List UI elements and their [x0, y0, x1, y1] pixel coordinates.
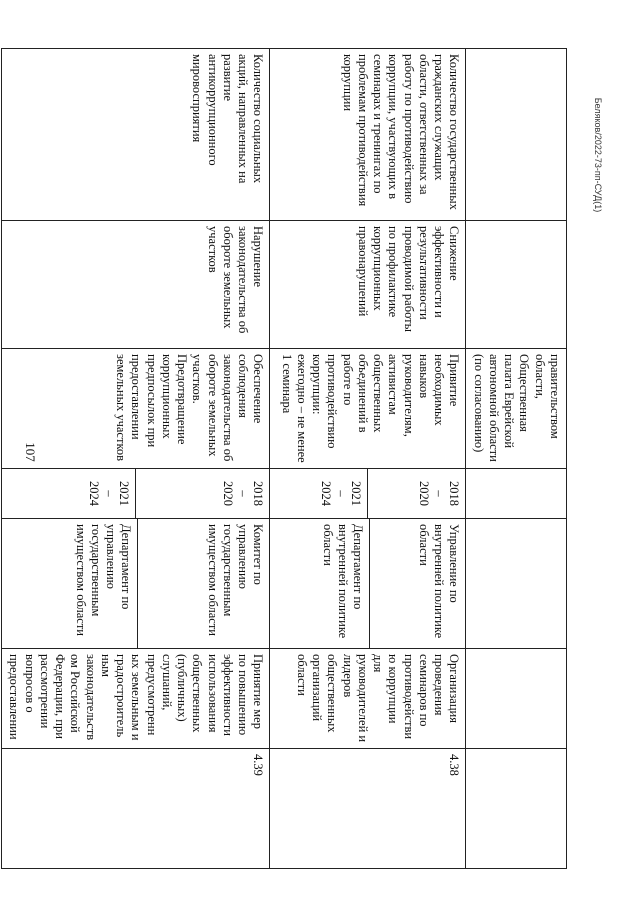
cell-empty — [466, 49, 567, 221]
table-row — [270, 49, 466, 869]
executor-cell — [270, 519, 466, 649]
executor-old: Комитет по управлению государственным имуществом области — [205, 524, 266, 636]
row-number-cell: 4.39 — [2, 749, 270, 869]
continuation-executor: правительством области, Общественная палата Еврейской автономной области (по согласованию) — [466, 349, 567, 469]
consequence-cell: Нарушение законодательства об обороте земельных участков — [2, 221, 270, 349]
table-row — [2, 49, 270, 869]
executor-new: Департамент по управлению государственным имуществом области — [6, 519, 138, 648]
executor-cell — [2, 519, 270, 649]
result-cell: Обеспечение соблюдения законодательства об обороте земельных участков. Предотвращение коррупционных предпосылок при предоставлении земельных участков — [2, 349, 270, 469]
executor-old: Управление по внутренней политике области — [417, 524, 462, 639]
cell-empty — [466, 519, 567, 649]
page-number: 107 — [23, 442, 38, 462]
consequence-cell: Снижение эффективности и результативности проводимой работы по профилактике коррупционных правонарушений — [270, 221, 466, 349]
cell-empty — [466, 469, 567, 519]
year-range: 2018 – 2020 — [417, 481, 462, 506]
cell-empty — [466, 649, 567, 749]
measure-name-cell: Организация проведения семинаров по противодействию коррупции для руководителей и лидеров общественных организаций области — [270, 649, 466, 749]
measure-name-cell: Принятие мер по повышению эффективности использования общественных (публичных) слушаний, предусмотренных земельным и градостроительным законодательством Российской Федерации, при рассмотрении вопросов о предоставлении — [2, 649, 270, 749]
year-range: 2021 – 2024 — [271, 469, 369, 518]
result-cell: Привитие необходимых навыков руководителям, активистам общественных объединений в работе по противодействию коррупции: ежегодно – не менее 1 семинара — [270, 349, 466, 469]
indicator-cell: Количество социальных акций, направленных на развитие антикоррупционного мировосприятия — [2, 49, 270, 221]
continuation-row — [466, 49, 567, 869]
cell-empty — [466, 749, 567, 869]
indicator-cell: Количество государственных гражданских служащих области, ответственных за работу по противодействию коррупции, участвующих в семинарах и тренингах по проблемам противодействия коррупции — [270, 49, 466, 221]
executor-new: Департамент по внутренней политике области — [275, 519, 371, 648]
years-cell — [270, 469, 466, 519]
row-number-cell: 4.38 — [270, 749, 466, 869]
cell-empty — [466, 221, 567, 349]
years-cell — [2, 469, 270, 519]
year-range: 2018 – 2020 — [221, 481, 266, 506]
measures-table — [1, 48, 567, 869]
year-range: 2021 – 2024 — [2, 469, 136, 518]
document-stamp: Беляков/2022-73-пп-СУД(1) — [593, 97, 603, 213]
